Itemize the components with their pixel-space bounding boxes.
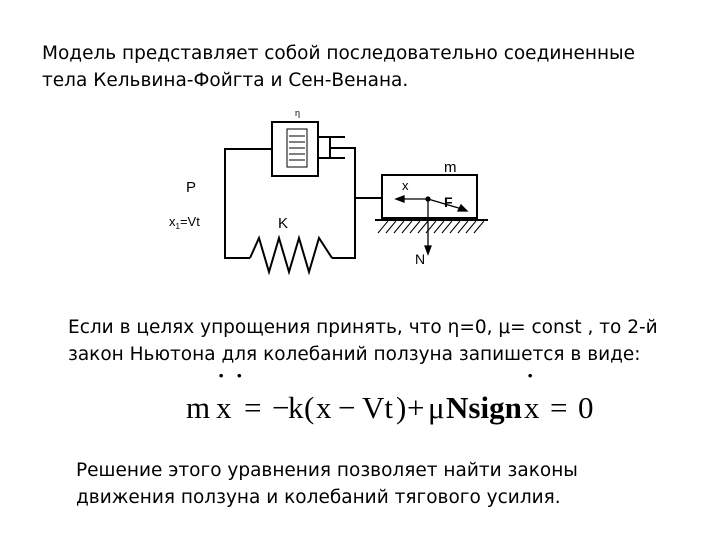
normal-n-label: N	[415, 251, 426, 267]
force-p-label: P	[186, 179, 197, 196]
result-paragraph	[76, 457, 578, 511]
ground-hatching	[378, 221, 484, 233]
eq-close-paren: )	[396, 390, 407, 425]
eq-k: k	[288, 390, 304, 425]
condition-line-1: Если в целях упрощения принять, что η=0, μ= const , то 2-й	[68, 317, 658, 338]
eq-minus: −	[272, 390, 290, 425]
eq-nsign: Nsign	[446, 390, 522, 425]
equation-of-motion	[160, 366, 620, 438]
friction-f-label: F	[444, 194, 453, 210]
eq-mu: μ	[428, 390, 445, 425]
eq-plus: +	[407, 390, 425, 425]
eq-vt: Vt	[362, 390, 393, 425]
eq-x-ddot: x	[216, 390, 232, 425]
eq-equals-2: =	[550, 390, 568, 425]
condition-paragraph	[68, 314, 658, 368]
eta-label: η	[295, 108, 301, 118]
right-frame-wire	[330, 148, 355, 258]
stiffness-k-label: K	[278, 215, 289, 232]
intro-line-2: тела Кельвина-Фойгта и Сен-Венана.	[42, 70, 409, 91]
result-line-1: Решение этого уравнения позволяет найти законы	[76, 460, 578, 481]
result-line-2: движения ползуна и колебаний тягового усилия.	[76, 487, 561, 508]
eq-equals-1: =	[244, 390, 262, 425]
mass-m-label: m	[444, 159, 457, 176]
spring	[250, 238, 332, 272]
eq-x-dot: x	[524, 390, 540, 425]
x-label: x	[402, 178, 409, 193]
eq-mass: m	[186, 390, 211, 425]
eq-zero: 0	[578, 390, 594, 425]
single-dot-accent: ·	[525, 366, 536, 393]
intro-line-1: Модель представляет собой последовательно соединенные	[42, 43, 636, 64]
eq-minus-2: −	[338, 390, 356, 425]
x1-label: $x_1=Vt$	[169, 214, 200, 231]
double-dot-accent: · ·	[216, 366, 245, 393]
condition-line-2: закон Ньютона для колебаний ползуна запишется в виде:	[68, 344, 641, 365]
eq-open-paren: (	[304, 390, 315, 425]
dashpot-housing	[272, 122, 318, 176]
left-frame-wire	[225, 149, 272, 258]
eq-x: x	[316, 390, 332, 425]
